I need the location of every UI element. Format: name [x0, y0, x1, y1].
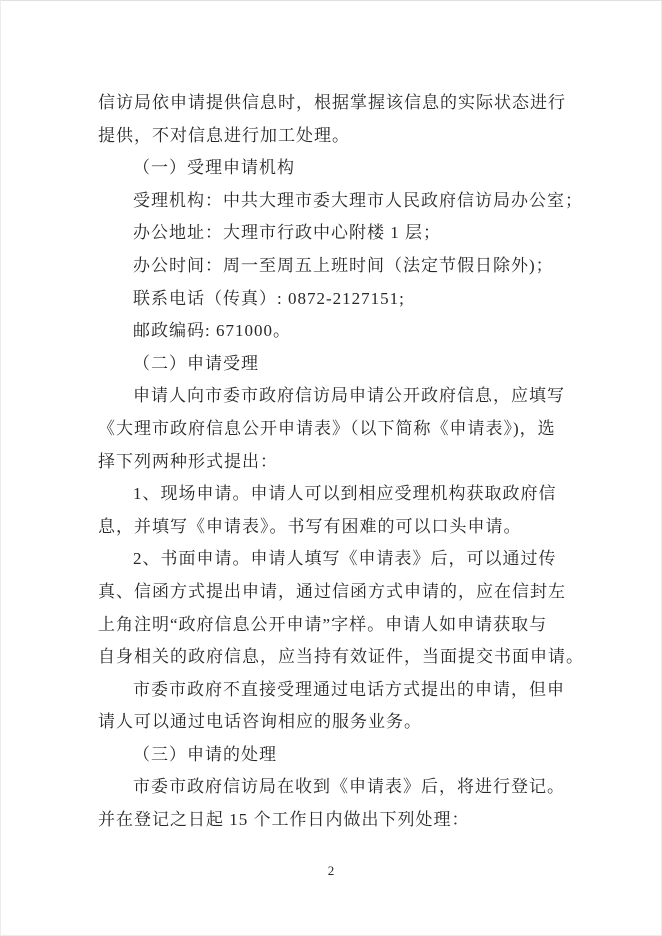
page-footer [1, 862, 661, 880]
text-line: 信访局依申请提供信息时，根据掌握该信息的实际状态进行 [98, 93, 566, 112]
text-line: 并在登记之日起 15 个工作日内做出下列处理： [98, 810, 470, 830]
text-line: 申请人向市委市政府信访局申请公开政府信息，应填写 [133, 386, 565, 406]
text-line: 市委市政府信访局在收到《申请表》后，将进行登记。 [133, 777, 565, 797]
text-line: 提供，不对信息进行加工处理。 [98, 125, 350, 145]
text-line: 息，并填写《申请表》。书写有困难的可以口头申请。 [98, 516, 522, 536]
text-line: （一）受理申请机构 [133, 158, 295, 178]
text-line: 受理机构：中共大理市委大理市人民政府信访局办公室； [133, 190, 583, 210]
text-line: （三）申请的处理 [133, 744, 277, 764]
text-line: （二）申请受理 [133, 353, 259, 373]
text-line: 邮政编码: 671000。 [133, 321, 291, 341]
text-line: 择下列两种形式提出： [98, 451, 278, 471]
text-line: 真、信函方式提出申请，通过信函方式申请的，应在信封左 [98, 581, 566, 601]
text-line: 办公地址：大理市行政中心附楼 1 层； [133, 223, 441, 243]
text-line: 办公时间：周一至周五上班时间（法定节假日除外)； [133, 255, 554, 275]
text-line: 市委市政府不直接受理通过电话方式提出的申请，但申 [133, 679, 565, 699]
text-line: 2、书面申请。申请人填写《申请表》后，可以通过传 [133, 549, 557, 569]
text-line: 自身相关的政府信息，应当持有效证件，当面提交书面申请。 [98, 647, 584, 667]
text-line: 《大理市政府信息公开申请表》（以下简称《申请表》)，选 [98, 418, 556, 438]
text-line: 联系电话（传真）: 0872-2127151; [133, 288, 405, 308]
document-body [98, 87, 584, 837]
text-line: 请人可以通过电话咨询相应的服务业务。 [98, 712, 422, 732]
page-number: 2 [327, 863, 335, 878]
text-line: 1、现场申请。申请人可以到相应受理机构获取政府信 [133, 484, 557, 504]
text-line: 上角注明“政府信息公开申请”字样。申请人如申请获取与 [98, 614, 548, 634]
